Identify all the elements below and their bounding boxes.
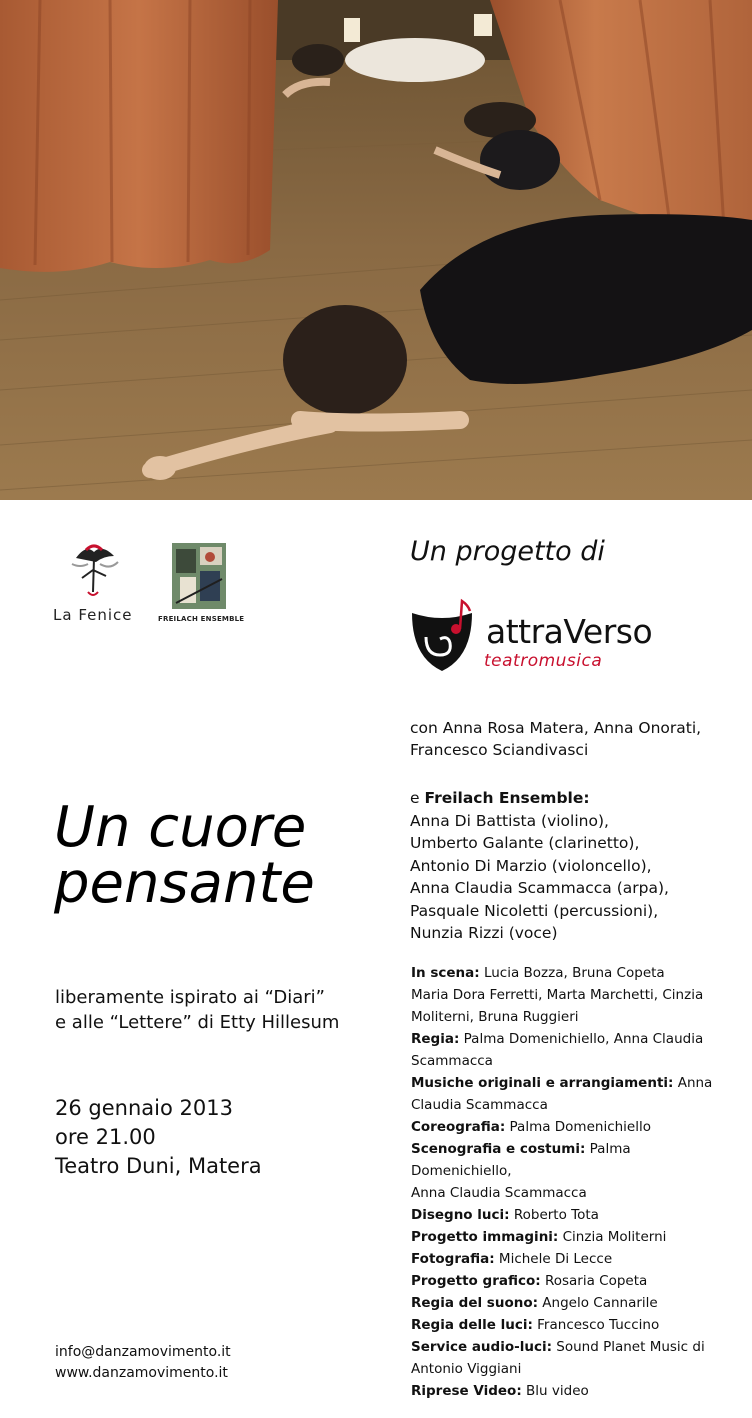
freilach-label: FREILACH ENSEMBLE <box>158 615 245 623</box>
credit-line: Regia: Palma Domenichiello, Anna Claudia <box>411 1031 704 1047</box>
credit-line: Disegno luci: Roberto Tota <box>411 1207 599 1223</box>
cast-line-2: Francesco Sciandivasci <box>410 741 589 759</box>
credit-line: Maria Dora Ferretti, Marta Marchetti, Cinzia <box>411 987 704 1003</box>
credit-line: Scenografia e costumi: Palma Domenichiello, <box>411 1141 631 1179</box>
freilach-painting-icon <box>172 543 226 609</box>
la-fenice-logo <box>66 540 122 602</box>
phoenix-icon <box>66 540 122 602</box>
theatre-mask-icon <box>410 597 476 673</box>
show-subtitle <box>55 985 339 1035</box>
event-date: 26 gennaio 2013 <box>55 1096 233 1120</box>
credit-line: Coreografia: Palma Domenichiello <box>411 1119 651 1135</box>
credits-list <box>411 962 731 1402</box>
credit-line: Antonio Viggiani <box>411 1361 522 1377</box>
ensemble-member: Anna Di Battista (violino), <box>410 811 609 830</box>
hero-photo <box>0 0 752 500</box>
credit-line: Fotografia: Michele Di Lecce <box>411 1251 613 1267</box>
la-fenice-label: La Fenice <box>53 606 133 624</box>
subtitle-line-2: e alle “Lettere” di Etty Hillesum <box>55 1012 340 1033</box>
credit-line: Regia delle luci: Francesco Tuccino <box>411 1317 660 1333</box>
show-title <box>54 795 315 916</box>
subtitle-line-1: liberamente ispirato ai “Diari” <box>55 987 325 1008</box>
credit-line: Progetto grafico: Rosaria Copeta <box>411 1273 648 1289</box>
credit-line: Regia del suono: Angelo Cannarile <box>411 1295 658 1311</box>
ensemble-member: Umberto Galante (clarinetto), <box>410 834 640 852</box>
ensemble-member: Nunzia Rizzi (voce) <box>410 924 558 942</box>
ensemble-name: Freilach Ensemble: <box>424 789 590 807</box>
credit-line: Service audio-luci: Sound Planet Music di <box>411 1339 705 1355</box>
attraverso-subtitle: teatromusica <box>484 651 603 671</box>
title-line-1: Un cuore <box>54 795 307 860</box>
ensemble-heading <box>410 787 740 810</box>
contact-email[interactable]: info@danzamovimento.it <box>55 1344 231 1360</box>
ensemble-member: Anna Claudia Scammacca (arpa), <box>410 879 669 897</box>
contact-website[interactable]: www.danzamovimento.it <box>55 1365 228 1381</box>
credit-line: Moliterni, Bruna Ruggieri <box>411 1009 579 1025</box>
ensemble-prefix: e <box>410 789 425 807</box>
dancers-photo-illustration <box>0 0 752 500</box>
credit-line: In scena: Lucia Bozza, Bruna Copeta <box>411 965 665 981</box>
cast-intro <box>410 717 740 761</box>
credit-line: Anna Claudia Scammacca <box>411 1185 587 1201</box>
event-time: ore 21.00 <box>55 1125 156 1149</box>
credit-line: Claudia Scammacca <box>411 1097 548 1113</box>
ensemble-member: Antonio Di Marzio (violoncello), <box>410 856 652 875</box>
contacts <box>55 1342 231 1384</box>
event-info <box>55 1094 262 1181</box>
attraverso-name: attraVerso <box>486 612 653 651</box>
title-line-2: pensante <box>54 851 315 916</box>
credit-line: Scammacca <box>411 1053 493 1069</box>
credit-line: Progetto immagini: Cinzia Moliterni <box>411 1229 667 1245</box>
ensemble-block <box>410 787 740 945</box>
credit-line: Musiche originali e arrangiamenti: Anna <box>411 1075 713 1091</box>
project-label: Un progetto di <box>410 536 605 567</box>
event-venue: Teatro Duni, Matera <box>55 1154 262 1178</box>
credit-line: Riprese Video: Blu video <box>411 1383 589 1399</box>
freilach-logo <box>172 543 226 609</box>
ensemble-member: Pasquale Nicoletti (percussioni), <box>410 901 659 920</box>
cast-line-1: con Anna Rosa Matera, Anna Onorati, <box>410 719 702 737</box>
attraverso-logo-mark <box>410 597 476 673</box>
